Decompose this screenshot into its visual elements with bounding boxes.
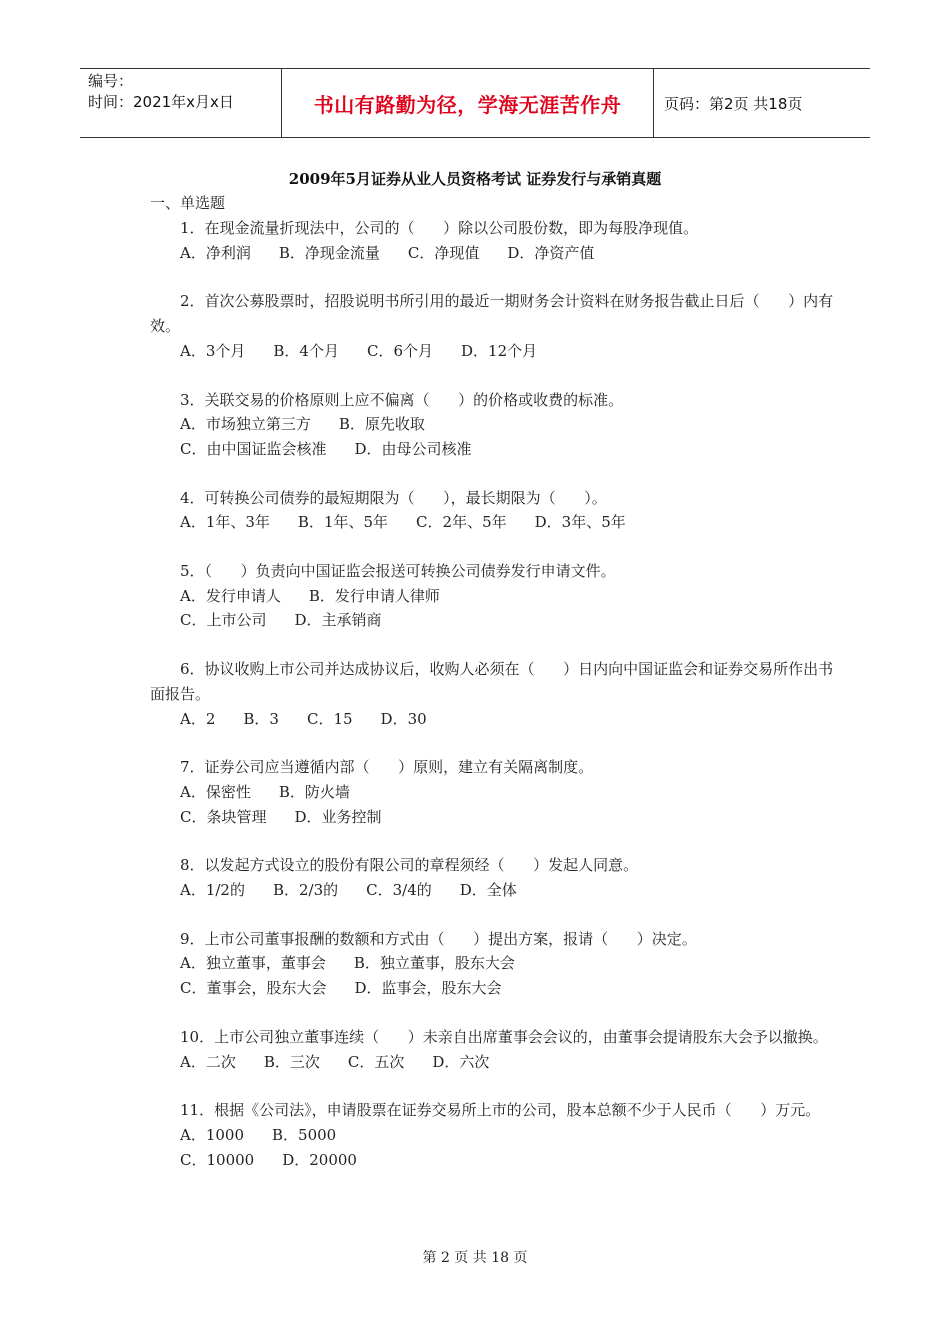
header-motto: 书山有路勤为径，学海无涯苦作舟	[281, 69, 654, 137]
question-stem: 3．关联交易的价格原则上应不偏离（ ）的价格或收费的标准。	[180, 390, 624, 409]
answer-option: A．1/2的	[180, 881, 245, 900]
question-stem: 4．可转换公司债券的最短期限为（ ），最长期限为（ ）。	[180, 488, 607, 507]
answer-option: A．1年、3年	[180, 513, 270, 532]
question-stem: 8．以发起方式设立的股份有限公司的章程须经（ ）发起人同意。	[180, 856, 639, 875]
section-heading: 一、单选题	[150, 194, 226, 212]
answer-option: B．4个月	[273, 341, 339, 360]
answer-option: C．15	[306, 709, 353, 728]
answer-option: D．主承销商	[294, 611, 382, 630]
answer-option: B．三次	[263, 1052, 320, 1071]
document-header	[80, 68, 870, 138]
answer-option: A．保密性	[180, 782, 251, 801]
header-number-label: 编号：	[88, 72, 134, 90]
answer-option: B．发行申请人律师	[308, 586, 440, 605]
option-row	[150, 584, 840, 609]
answer-option: D．净资产值	[507, 243, 595, 262]
question-item	[150, 559, 840, 633]
question-stem: 10．上市公司独立董事连续（ ）未亲自出席董事会会议的，由董事会提请股东大会予以撤换。	[180, 1027, 828, 1046]
answer-option: B．净现金流量	[278, 243, 380, 262]
answer-option: C．净现值	[407, 243, 480, 262]
answer-option: D．30	[380, 709, 427, 728]
option-row	[150, 780, 840, 805]
question-item	[150, 388, 840, 462]
option-row	[150, 878, 840, 903]
question-item	[150, 289, 840, 363]
answer-option: A．发行申请人	[180, 586, 281, 605]
answer-option: B．2/3的	[272, 881, 339, 900]
answer-option: A．2	[180, 709, 216, 728]
question-item	[150, 216, 840, 265]
question-item	[150, 1098, 840, 1172]
question-list	[150, 216, 840, 1196]
question-item	[150, 755, 840, 829]
header-date-label: 时间：2021年x月x日	[88, 93, 234, 111]
question-stem: 5．（ ）负责向中国证监会报送可转换公司债券发行申请文件。	[180, 562, 616, 581]
option-row	[150, 1050, 840, 1075]
document-title: 2009年5月证券从业人员资格考试 证券发行与承销真题	[288, 170, 662, 188]
option-row	[150, 1123, 840, 1148]
answer-option: C．10000	[180, 1150, 255, 1169]
answer-option: A．独立董事，董事会	[180, 954, 326, 973]
question-item	[150, 486, 840, 535]
answer-option: A．净利润	[180, 243, 251, 262]
option-row	[150, 707, 840, 732]
question-stem: 6．协议收购上市公司并达成协议后，收购人必须在（ ）日内向中国证监会和证券交易所作出书面报告。	[150, 660, 834, 703]
option-row	[150, 412, 840, 437]
answer-option: B．3	[243, 709, 279, 728]
answer-option: B．防火墙	[278, 782, 350, 801]
answer-option: B．独立董事，股东大会	[353, 954, 515, 973]
header-meta	[80, 69, 281, 137]
option-row	[150, 805, 840, 830]
option-row	[150, 437, 840, 462]
answer-option: C．6个月	[366, 341, 433, 360]
answer-option: A．二次	[180, 1052, 236, 1071]
answer-option: D．由母公司核准	[354, 439, 472, 458]
answer-option: D．业务控制	[294, 807, 382, 826]
question-item	[150, 657, 840, 731]
question-stem: 2．首次公募股票时，招股说明书所引用的最近一期财务会计资料在财务报告截止日后（ ）内有效。	[150, 292, 834, 336]
question-stem: 1．在现金流量折现法中，公司的（ ）除以公司股份数，即为每股净现值。	[180, 219, 699, 237]
answer-option: B．1年、5年	[297, 513, 389, 532]
option-row	[150, 241, 840, 266]
answer-option: A．市场独立第三方	[180, 415, 311, 434]
answer-option: D．监事会，股东大会	[354, 979, 502, 998]
option-row	[150, 608, 840, 633]
answer-option: C．上市公司	[180, 611, 267, 630]
question-stem: 7．证券公司应当遵循内部（ ）原则，建立有关隔离制度。	[180, 758, 594, 777]
answer-option: C．五次	[347, 1052, 405, 1071]
option-row	[150, 951, 840, 976]
answer-option: A．1000	[180, 1125, 245, 1144]
answer-option: D．3年、5年	[534, 513, 626, 532]
answer-option: B．5000	[272, 1125, 337, 1144]
option-row	[150, 976, 840, 1001]
option-row	[150, 510, 840, 535]
answer-option: D．20000	[282, 1150, 357, 1169]
answer-option: D．12个月	[461, 341, 538, 360]
question-stem: 11．根据《公司法》，申请股票在证券交易所上市的公司，股本总额不少于人民币（ ）万元。	[180, 1101, 821, 1120]
header-page-info: 页码：第2页 共18页	[664, 94, 803, 113]
answer-option: C．由中国证监会核准	[180, 439, 327, 458]
answer-option: D．六次	[432, 1052, 490, 1071]
page-footer: 第 2 页 共 18 页	[422, 1250, 528, 1266]
question-item	[150, 1025, 840, 1074]
answer-option: C．2年、5年	[416, 513, 507, 532]
option-row	[150, 339, 840, 364]
answer-option: C．董事会，股东大会	[180, 979, 327, 998]
answer-option: D．全体	[459, 881, 517, 900]
answer-option: B．原先收取	[338, 415, 425, 434]
answer-option: C．3/4的	[366, 881, 432, 900]
answer-option: C．条块管理	[180, 807, 267, 826]
question-item	[150, 853, 840, 902]
option-row	[150, 1148, 840, 1173]
question-stem: 9．上市公司董事报酬的数额和方式由（ ）提出方案，报请（ ）决定。	[180, 929, 697, 948]
answer-option: A．3个月	[180, 341, 246, 360]
question-item	[150, 927, 840, 1001]
